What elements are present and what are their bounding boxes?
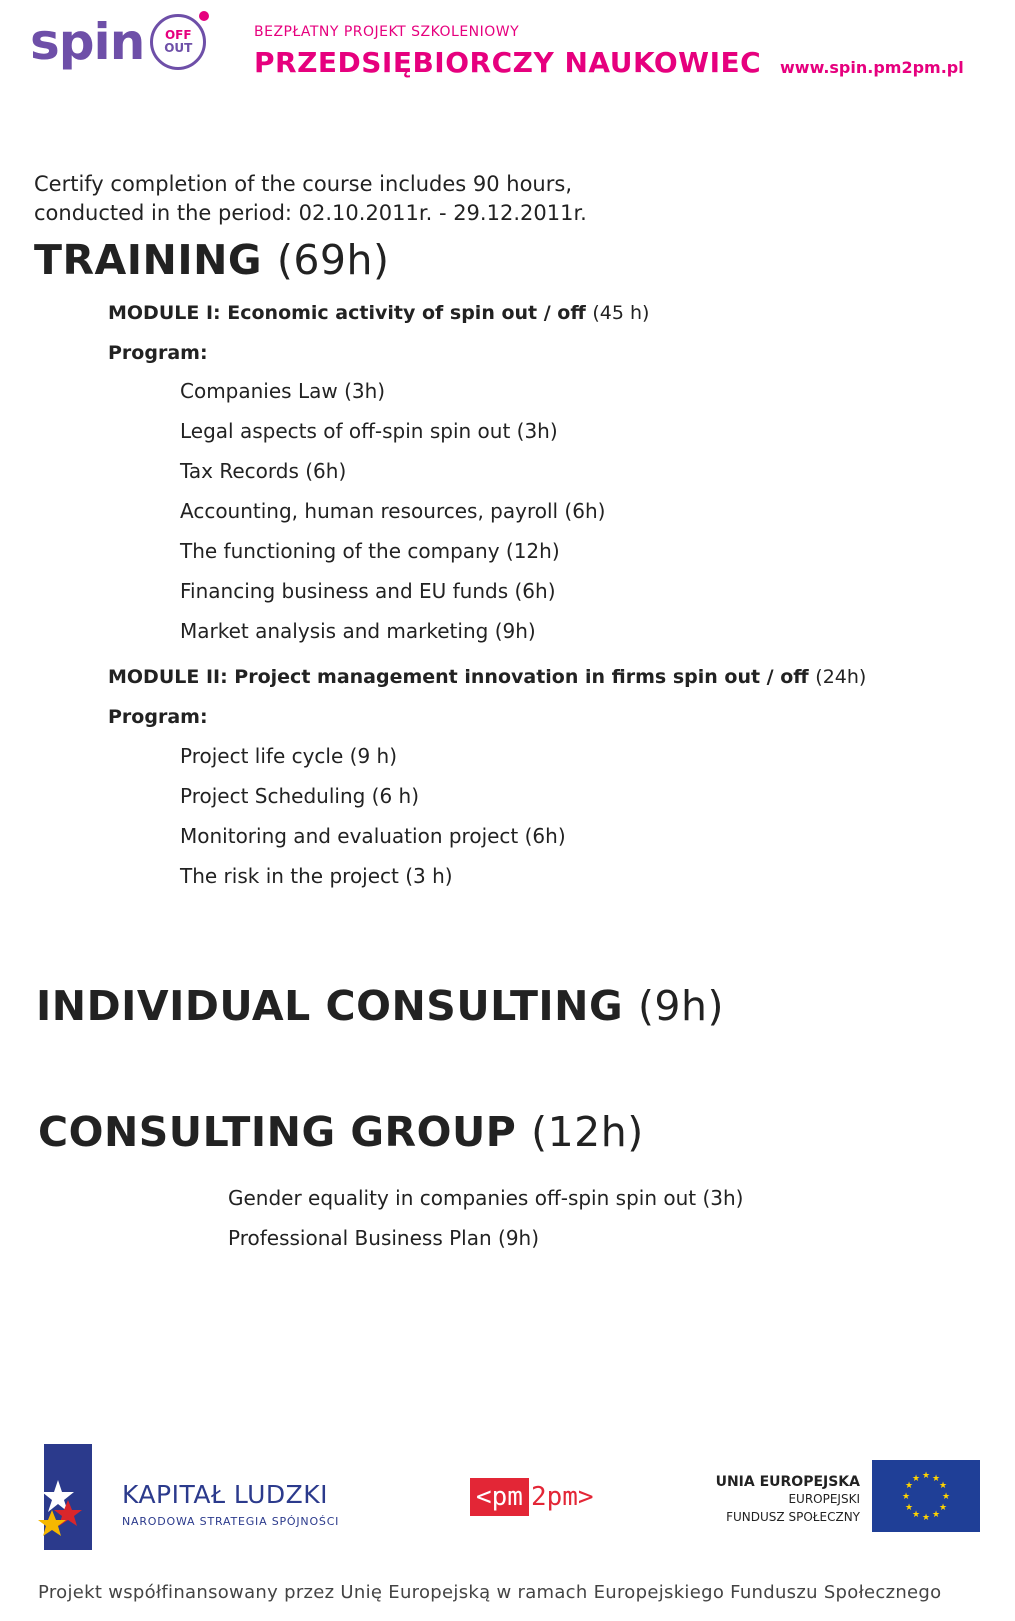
module-2-title: MODULE II: Project management innovation in firms spin out / off bbox=[108, 666, 809, 688]
individual-title: INDIVIDUAL CONSULTING bbox=[36, 982, 624, 1030]
list-item: Professional Business Plan (9h) bbox=[228, 1226, 540, 1250]
list-item: Legal aspects of off-spin spin out (3h) bbox=[180, 419, 558, 443]
consulting-group-list bbox=[228, 1178, 743, 1258]
kapital-ludzki-subtitle: NARODOWA STRATEGIA SPÓJNOŚCI bbox=[122, 1515, 340, 1528]
kapital-ludzki-emblem bbox=[38, 1440, 92, 1554]
cofinancing-note: Projekt współfinansowany przez Unię Europejską w ramach Europejskiego Funduszu Społecznego bbox=[38, 1582, 942, 1603]
module-2-program-list bbox=[180, 736, 566, 896]
training-hours: (69h) bbox=[276, 236, 390, 284]
pm2pm-logo bbox=[470, 1478, 594, 1516]
individual-hours: (9h) bbox=[637, 982, 724, 1030]
pm2pm-logo-left: <pm bbox=[470, 1478, 529, 1516]
list-item: Tax Records (6h) bbox=[180, 459, 347, 483]
list-item: Companies Law (3h) bbox=[180, 379, 386, 403]
header-url: www.spin.pm2pm.pl bbox=[780, 58, 964, 77]
module-2-program-label: Program: bbox=[108, 706, 208, 728]
svg-text:★: ★ bbox=[941, 1492, 951, 1502]
training-heading bbox=[34, 236, 390, 284]
group-hours: (12h) bbox=[531, 1108, 644, 1156]
svg-text:★: ★ bbox=[904, 1481, 914, 1491]
svg-text:★: ★ bbox=[921, 1513, 931, 1523]
list-item: Accounting, human resources, payroll (6h) bbox=[180, 499, 606, 523]
module-1-heading bbox=[108, 302, 649, 324]
group-title: CONSULTING GROUP bbox=[38, 1108, 517, 1156]
pm2pm-logo-right: 2pm> bbox=[530, 1482, 594, 1512]
module-2-heading bbox=[108, 666, 866, 688]
svg-text:★: ★ bbox=[911, 1510, 921, 1520]
list-item: Market analysis and marketing (9h) bbox=[180, 619, 536, 643]
spin-off-out-logo bbox=[30, 14, 206, 70]
module-1-program-list bbox=[180, 371, 605, 651]
svg-text:★: ★ bbox=[938, 1503, 948, 1513]
module-1-title: MODULE I: Economic activity of spin out / off bbox=[108, 302, 586, 324]
module-1-hours: (45 h) bbox=[592, 302, 650, 324]
svg-text:★: ★ bbox=[904, 1503, 914, 1513]
logo-out: OUT bbox=[164, 41, 193, 55]
module-1-program-label: Program: bbox=[108, 342, 208, 364]
consulting-group-heading bbox=[38, 1108, 644, 1156]
logo-off: OFF bbox=[164, 28, 192, 42]
header-title: PRZEDSIĘBIORCZY NAUKOWIEC bbox=[254, 46, 762, 79]
training-title: TRAINING bbox=[34, 236, 263, 284]
kapital-ludzki-title: KAPITAŁ LUDZKI bbox=[122, 1480, 329, 1509]
svg-text:★: ★ bbox=[901, 1492, 911, 1502]
logo-word: spin bbox=[30, 13, 145, 71]
list-item: Monitoring and evaluation project (6h) bbox=[180, 824, 566, 848]
svg-text:★: ★ bbox=[911, 1474, 921, 1484]
certificate-intro bbox=[34, 170, 587, 228]
eu-flag-icon bbox=[872, 1460, 980, 1532]
svg-text:★: ★ bbox=[931, 1510, 941, 1520]
intro-line-2: conducted in the period: 02.10.2011r. - 29.12.2011r. bbox=[34, 201, 587, 225]
list-item: Project Scheduling (6 h) bbox=[180, 784, 420, 808]
ue-line-1: UNIA EUROPEJSKA bbox=[715, 1474, 860, 1490]
list-item: Gender equality in companies off-spin spin out (3h) bbox=[228, 1186, 744, 1210]
intro-line-1: Certify completion of the course includes 90 hours, bbox=[34, 172, 572, 196]
ue-line-2: EUROPEJSKI bbox=[788, 1492, 860, 1506]
logo-circle bbox=[150, 14, 206, 70]
list-item: Financing business and EU funds (6h) bbox=[180, 579, 556, 603]
list-item: The functioning of the company (12h) bbox=[180, 539, 560, 563]
header-subtitle: BEZPŁATNY PROJEKT SZKOLENIOWY bbox=[254, 24, 520, 40]
list-item: Project life cycle (9 h) bbox=[180, 744, 398, 768]
individual-consulting-heading bbox=[36, 982, 724, 1030]
module-2-hours: (24h) bbox=[815, 666, 867, 688]
svg-text:★: ★ bbox=[921, 1471, 931, 1481]
list-item: The risk in the project (3 h) bbox=[180, 864, 453, 888]
svg-text:★: ★ bbox=[938, 1481, 948, 1491]
svg-text:★: ★ bbox=[931, 1474, 941, 1484]
ue-line-3: FUNDUSZ SPOŁECZNY bbox=[726, 1510, 860, 1524]
logo-dot bbox=[199, 11, 209, 21]
